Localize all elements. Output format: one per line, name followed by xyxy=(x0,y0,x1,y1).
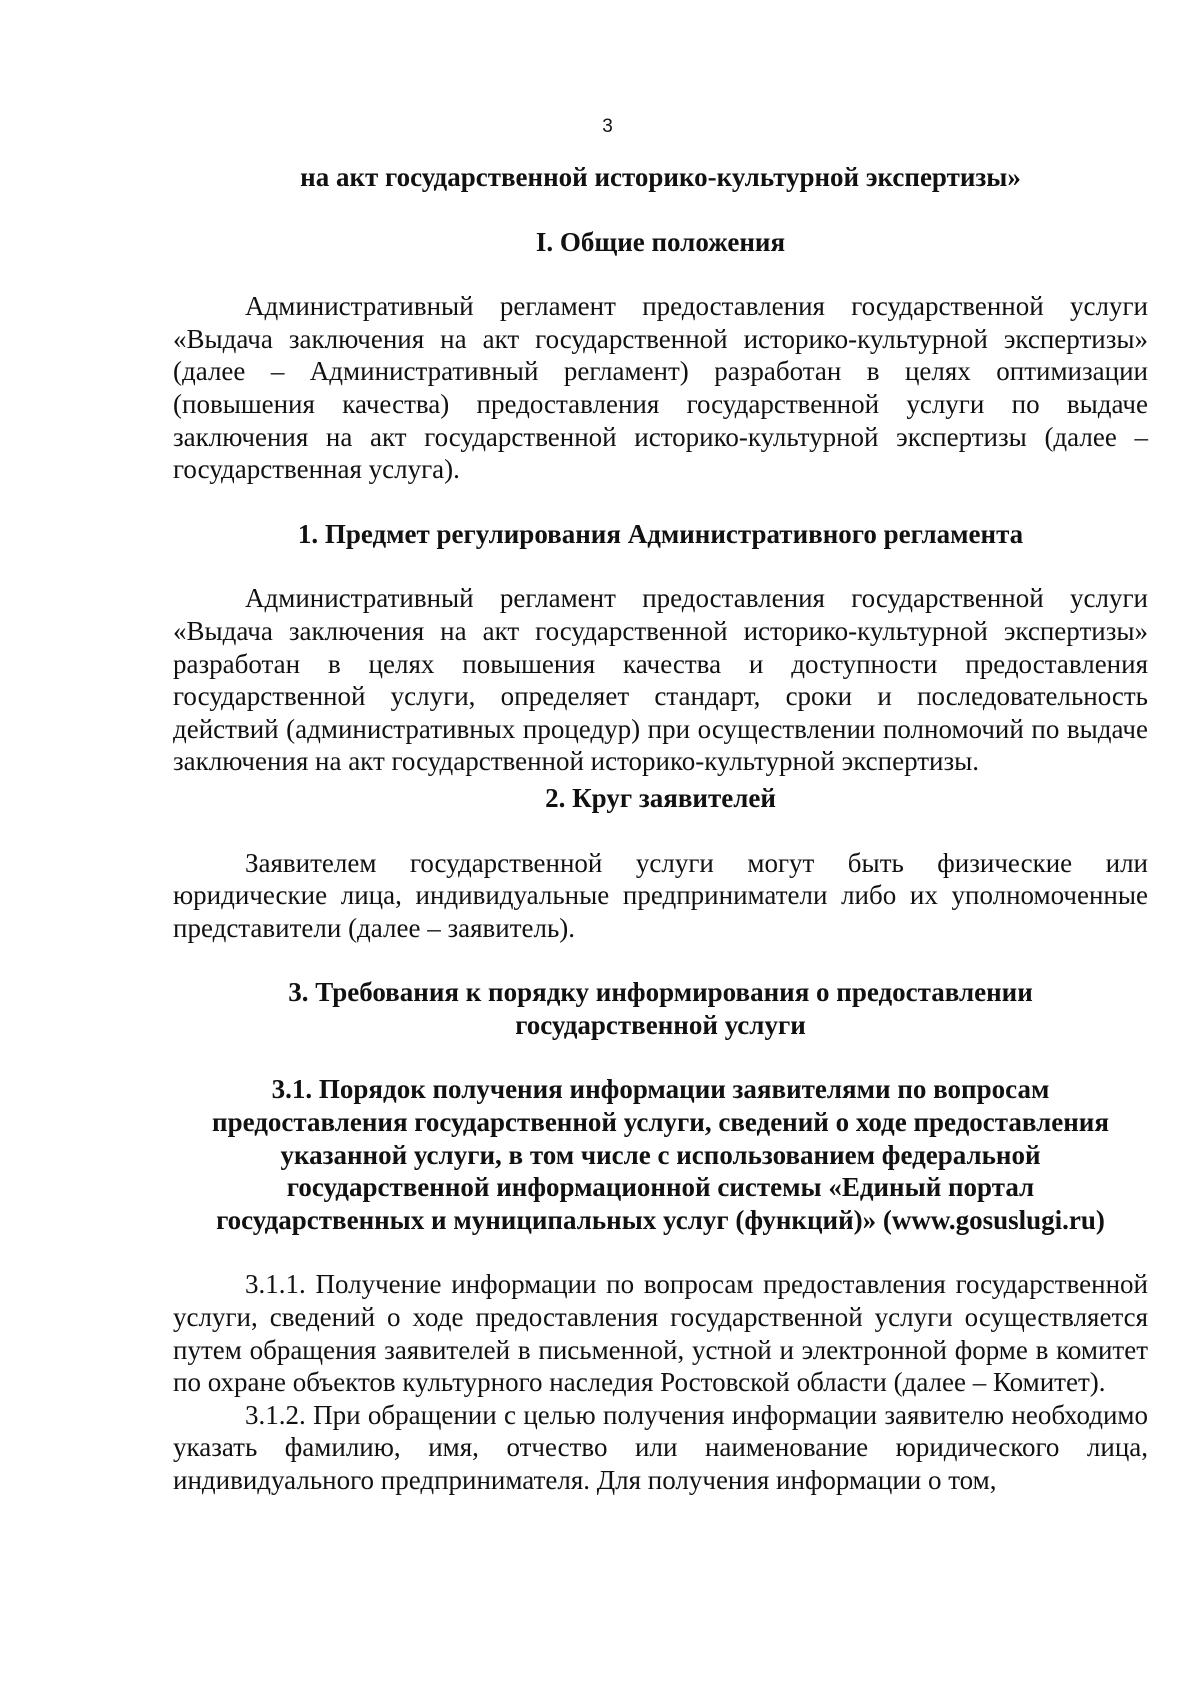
section-subject-paragraph: Административный регламент предоставления государственной услуги «Выдача заключения на акт государственной историко-культурной экспертизы» разработан в целях повышения качества и доступности предоставления государственной услуги, определяет стандарт, сроки и последовательность действий (административных процедур) при осуществлении полномочий по выдаче заключения на акт государственной историко-культурной экспертизы. xyxy=(173,583,1148,777)
page-number: 3 xyxy=(602,116,613,137)
section-subject-heading: 1. Предмет регулирования Административного регламента xyxy=(297,518,1024,549)
subsection-procedure-heading-line: предоставления государственной услуги, сведений о ходе предоставления xyxy=(212,1107,1109,1138)
paragraph-3-1-1: 3.1.1. Получение информации по вопросам предоставления государственной услуги, сведений о ходе предоставления государственной услуги осуществляется путем обращения заявителей в письменной, устной и электронной форме в комитет по охране объектов культурного наследия Ростовской области (далее – Комитет). xyxy=(173,1269,1148,1398)
title-continuation: на акт государственной историко-культурной экспертизы» xyxy=(300,162,1021,192)
section-applicants-heading: 2. Круг заявителей xyxy=(545,782,776,813)
subsection-procedure-heading-line: указанной услуги, в том числе с использованием федеральной xyxy=(280,1139,1041,1170)
section-general-provisions-paragraph: Административный регламент предоставления государственной услуги «Выдача заключения на акт государственной историко-культурной экспертизы» (далее – Административный регламент) разработан в целях оптимизации (повышения качества) предоставления государственной услуги по выдаче заключения на акт государственной историко-культурной экспертизы (далее – государственная услуга). xyxy=(173,291,1148,485)
section-informing-heading xyxy=(173,976,1148,1041)
section-informing-heading-line: 3. Требования к порядку информирования о предоставлении xyxy=(288,977,1033,1008)
subsection-procedure-heading-line: 3.1. Порядок получения информации заявителями по вопросам xyxy=(271,1074,1050,1105)
section-applicants-paragraph: Заявителем государственной услуги могут быть физические или юридические лица, индивидуальные предприниматели либо их уполномоченные представители (далее – заявитель). xyxy=(173,847,1148,943)
paragraph-3-1-2: 3.1.2. При обращении с целью получения информации заявителю необходимо указать фамилию, имя, отчество или наименование юридического лица, индивидуального предпринимателя. Для получения информации о том, xyxy=(173,1399,1148,1495)
document-body xyxy=(173,161,1148,1497)
section-informing-heading-line: государственной услуги xyxy=(515,1009,806,1040)
subsection-procedure-heading-line: государственной информационной системы «Единый портал xyxy=(286,1172,1035,1203)
subsection-procedure-heading xyxy=(173,1073,1148,1236)
section-general-provisions-heading: I. Общие положения xyxy=(535,226,786,257)
subsection-procedure-heading-line: государственных и муниципальных услуг (функций)» (www.gosuslugi.ru) xyxy=(216,1204,1105,1235)
